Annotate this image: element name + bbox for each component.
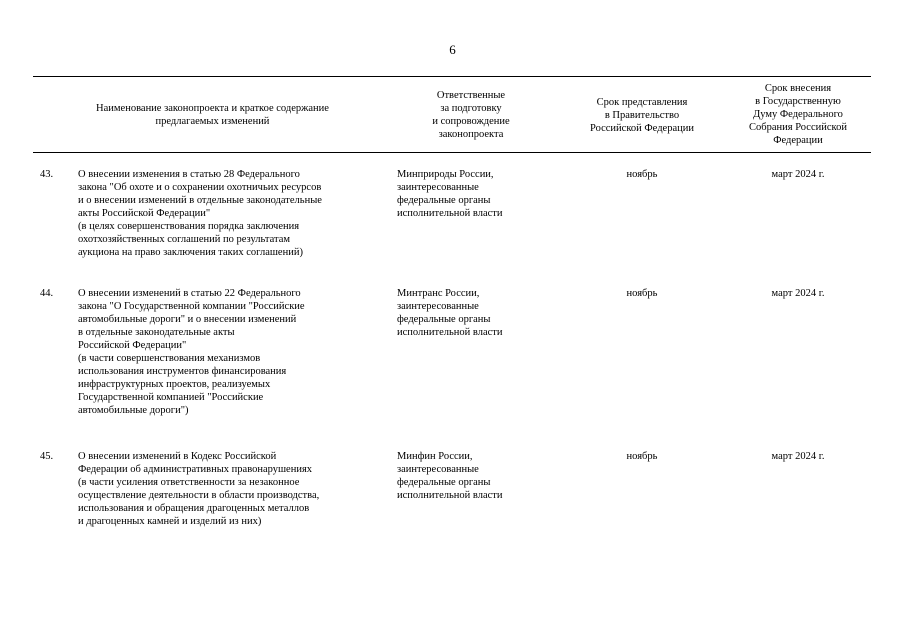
- row-description: О внесении изменения в статью 28 Федерального закона "Об охоте и о сохранении охотничьих ресурсов и о внесении изменений в отдельные законодательные акты Российской Федерации" (в целях совершенствования порядка заключения охотхозяйственных соглашений по результатам аукциона на право заключения таких соглашений): [78, 169, 322, 258]
- row-government-deadline: ноябрь: [626, 288, 658, 299]
- row-government-deadline: ноябрь: [626, 451, 658, 462]
- row-number: 43.: [40, 169, 54, 180]
- row-description: О внесении изменений в статью 22 Федерального закона "О Государственной компании "Российские автомобильные дороги" и о внесении изменений в отдельные законодательные акты Российской Федерации" (в части совершенствования механизмов использования инструментов финансирования инфраструктурных проектов, реализуемых Государственной компанией "Российские автомобильные дороги"): [78, 288, 305, 416]
- row-number: 45.: [40, 451, 54, 462]
- header-col-name: Наименование законопроекта и краткое содержание предлагаемых изменений: [96, 103, 329, 127]
- header-col-responsible: Ответственные за подготовку и сопровождение законопроекта: [432, 90, 510, 140]
- page-number: 6: [449, 42, 456, 57]
- row-government-deadline: ноябрь: [626, 169, 658, 180]
- header-col-duma: Срок внесения в Государственную Думу Федерального Собрания Российской Федерации: [749, 82, 847, 146]
- row-responsible: Минфин России, заинтересованные федеральные органы исполнительной власти: [397, 451, 503, 501]
- row-duma-deadline: март 2024 г.: [771, 169, 825, 180]
- row-responsible: Минтранс России, заинтересованные федеральные органы исполнительной власти: [397, 288, 503, 338]
- table-top-rule: [33, 76, 871, 77]
- row-duma-deadline: март 2024 г.: [771, 451, 825, 462]
- row-duma-deadline: март 2024 г.: [771, 288, 825, 299]
- row-description: О внесении изменений в Кодекс Российской Федерации об административных правонарушениях (в части усиления ответственности за незаконное осуществление деятельности в области производства, использования и обращения драгоценных металлов и драгоценных камней и изделий из них): [78, 451, 320, 527]
- table-header-rule: [33, 152, 871, 153]
- row-responsible: Минприроды России, заинтересованные федеральные органы исполнительной власти: [397, 169, 503, 219]
- header-col-government: Срок представления в Правительство Российской Федерации: [590, 96, 694, 134]
- row-number: 44.: [40, 288, 54, 299]
